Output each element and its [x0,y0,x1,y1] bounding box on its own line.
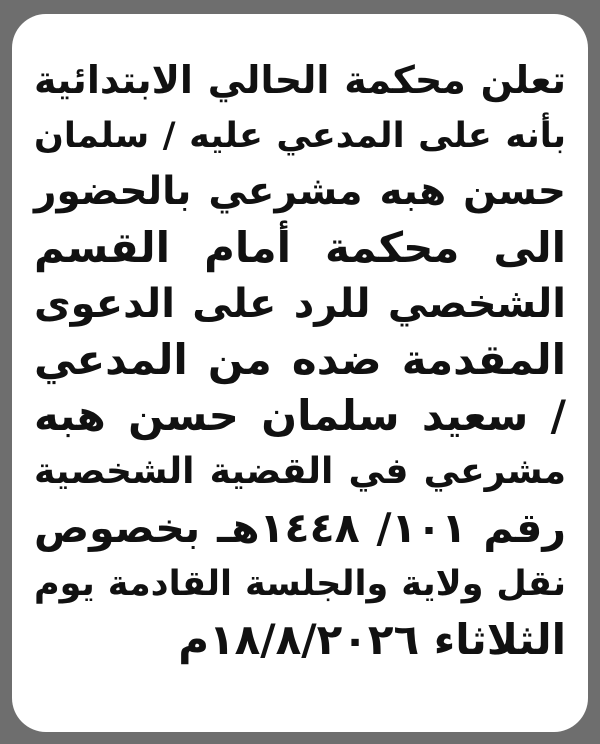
notice-line-3: حسن هبه مشرعي بالحضور [34,169,566,214]
notice-line-2: بأنه على المدعي عليه / سلمان [34,116,566,156]
notice-line-4: الى محكمة أمام القسم [34,223,566,272]
notice-line-5: الشخصي للرد على الدعوى [34,281,566,327]
notice-line-7: / سعيد سلمان حسن هبه [34,391,566,440]
notice-line-9: رقم ١٠١/ ١٤٤٨هـ بخصوص [34,504,567,552]
notice-line-8: مشرعي في القضية الشخصية [34,451,566,492]
notice-line-6: المقدمة ضده من المدعي [34,335,566,384]
notice-line-10: نقل ولاية والجلسة القادمة يوم [34,564,566,604]
notice-card [12,14,588,732]
notice-line-11: الثلاثاء ١٨/٨/٢٠٢٦م [178,615,566,664]
notice-body [34,52,566,668]
notice-line-1: تعلن محكمة الحالي الابتدائية [34,58,566,102]
